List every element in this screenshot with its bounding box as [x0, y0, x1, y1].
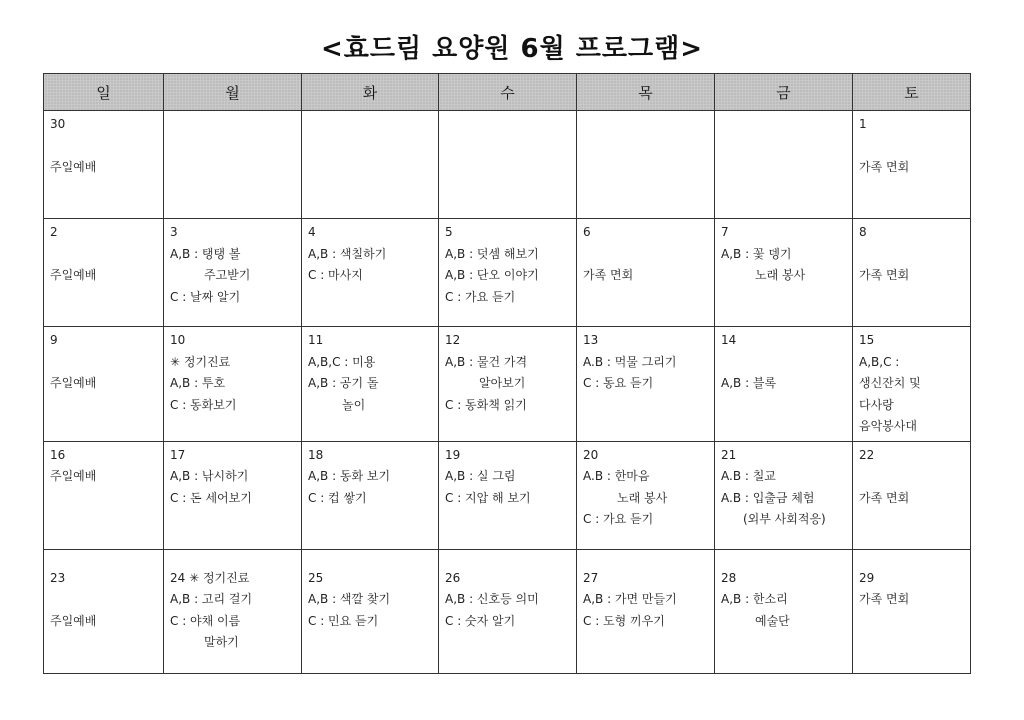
program-item: 말하기	[204, 635, 239, 649]
day-date: 27	[583, 570, 599, 585]
day-cell	[577, 549, 715, 673]
day-cell	[577, 327, 715, 442]
day-date: 29	[859, 570, 875, 585]
program-item: C : 돈 세어보기	[170, 490, 252, 505]
day-cell	[439, 219, 577, 327]
weekday-thu: 목	[577, 74, 715, 111]
day-date: 10	[170, 333, 186, 347]
program-item: A,B : 신호등 의미	[445, 592, 539, 606]
week-row	[44, 219, 971, 327]
program-item: 놀이	[342, 397, 366, 412]
day-cell	[853, 219, 971, 327]
program-item: 주일예배	[50, 376, 97, 390]
program-item: 가족 면회	[583, 268, 634, 282]
program-item: A,B : 블록	[721, 376, 777, 390]
weekday-sun: 일	[44, 74, 164, 111]
program-item: (외부 사회적응)	[743, 512, 826, 526]
day-cell	[439, 441, 577, 549]
day-cell	[715, 549, 853, 673]
day-date: 30	[50, 117, 66, 131]
program-item: A,B : 색깔 찾기	[308, 592, 391, 606]
day-cell	[44, 441, 164, 549]
program-item: C : 민요 듣기	[308, 613, 379, 628]
day-cell	[164, 327, 302, 442]
program-item: C : 동화책 읽기	[445, 397, 527, 412]
day-date: 9	[50, 333, 58, 347]
program-item: 가족 면회	[859, 160, 910, 174]
program-item: A,B : 동화 보기	[308, 469, 391, 483]
program-item: A,B : 고리 걸기	[170, 592, 253, 606]
day-cell	[44, 219, 164, 327]
program-item: A,B : 단오 이야기	[445, 268, 539, 282]
program-item: A,B : 실 그림	[445, 469, 516, 483]
day-cell	[302, 219, 439, 327]
program-item: A,B : 공기 돌	[308, 376, 379, 390]
program-item: 음악봉사대	[859, 419, 917, 433]
program-item: A,B : 투호	[170, 376, 226, 390]
day-cell	[853, 441, 971, 549]
day-cell	[164, 219, 302, 327]
week-row	[44, 441, 971, 549]
program-item: A,B,C :	[859, 354, 900, 369]
program-item: 알아보기	[479, 376, 526, 390]
day-cell	[302, 441, 439, 549]
day-date: 26	[445, 570, 461, 585]
program-item: C : 동요 듣기	[583, 376, 654, 390]
program-item: A,B : 가면 만들기	[583, 592, 677, 606]
day-date: 2	[50, 225, 58, 239]
program-item: C : 마사지	[308, 268, 363, 282]
program-item: C : 가요 듣기	[583, 512, 654, 526]
program-item: C : 컵 쌓기	[308, 490, 367, 505]
program-item: 노래 봉사	[617, 490, 668, 505]
program-item: A,B : 물건 가격	[445, 354, 528, 369]
program-item: C : 숫자 알기	[445, 613, 516, 628]
day-cell	[853, 327, 971, 442]
program-item: C : 날짜 알기	[170, 289, 241, 304]
day-cell	[44, 327, 164, 442]
program-item: A.B : 입출금 체험	[721, 490, 815, 505]
day-date: 23	[50, 570, 66, 585]
day-cell	[44, 549, 164, 673]
day-cell	[164, 441, 302, 549]
program-item: A,B,C : 미용	[308, 354, 376, 369]
day-cell	[715, 441, 853, 549]
weekday-header-row	[44, 74, 971, 111]
program-item: C : 가요 듣기	[445, 289, 516, 304]
day-date: 13	[583, 333, 599, 347]
program-item: C : 야채 이름	[170, 613, 241, 628]
day-cell	[577, 111, 715, 219]
program-item: C : 도형 끼우기	[583, 613, 665, 628]
day-date: 3	[170, 225, 178, 239]
program-item: A,B : 탱탱 볼	[170, 246, 241, 261]
weekday-sat: 토	[853, 74, 971, 111]
program-item: A.B : 칠교	[721, 469, 776, 483]
day-cell	[715, 327, 853, 442]
program-item: 주고받기	[204, 268, 251, 282]
day-date: 14	[721, 333, 737, 347]
day-cell	[439, 549, 577, 673]
day-date: 5	[445, 225, 453, 239]
program-item: A.B : 먹물 그리기	[583, 354, 677, 369]
day-date: 16	[50, 447, 66, 462]
program-item: A,B : 한소리	[721, 592, 788, 606]
day-cell	[715, 111, 853, 219]
program-item: 다사랑	[859, 397, 894, 412]
day-date: 25	[308, 570, 324, 585]
program-item: 주일예배	[50, 613, 97, 628]
program-item: 가족 면회	[859, 592, 910, 606]
day-cell	[577, 441, 715, 549]
program-item: 생신잔치 및	[859, 376, 921, 390]
day-date: 12	[445, 333, 461, 347]
program-item: C : 지압 해 보기	[445, 490, 531, 505]
program-item: 주일예배	[50, 268, 97, 282]
day-date: 24 ✳ 정기진료	[170, 570, 250, 585]
day-cell	[164, 549, 302, 673]
program-item: A.B : 한마음	[583, 469, 650, 483]
day-cell	[302, 111, 439, 219]
program-item: ✳ 정기진료	[170, 354, 231, 369]
program-item: 주일예배	[50, 160, 97, 174]
day-cell	[44, 111, 164, 219]
day-cell	[715, 219, 853, 327]
week-row	[44, 549, 971, 673]
program-item: A,B : 색칠하기	[308, 246, 387, 261]
day-cell	[164, 111, 302, 219]
day-date: 11	[308, 333, 324, 347]
program-item: A,B : 낚시하기	[170, 469, 249, 483]
day-date: 20	[583, 447, 599, 462]
weekday-wed: 수	[439, 74, 577, 111]
program-item: 가족 면회	[859, 490, 910, 505]
day-date: 28	[721, 570, 737, 585]
day-date: 4	[308, 225, 316, 239]
day-date: 22	[859, 447, 875, 462]
day-cell	[302, 327, 439, 442]
day-cell	[853, 549, 971, 673]
program-item: 가족 면회	[859, 268, 910, 282]
day-date: 7	[721, 225, 729, 239]
program-item: 예술단	[755, 613, 790, 628]
day-cell	[439, 111, 577, 219]
day-date: 17	[170, 447, 186, 462]
day-cell	[577, 219, 715, 327]
program-item: C : 동화보기	[170, 397, 237, 412]
day-cell	[302, 549, 439, 673]
program-item: 주일예배	[50, 469, 97, 483]
week-row	[44, 111, 971, 219]
day-date: 19	[445, 447, 461, 462]
program-calendar	[43, 73, 971, 674]
weekday-fri: 금	[715, 74, 853, 111]
page-title: <효드림 요양원 6월 프로그램>	[320, 34, 704, 64]
program-item: A,B : 꽃 뎅기	[721, 246, 792, 261]
week-row	[44, 327, 971, 442]
day-date: 15	[859, 333, 875, 347]
weekday-tue: 화	[302, 74, 439, 111]
day-cell	[439, 327, 577, 442]
weekday-mon: 월	[164, 74, 302, 111]
day-date: 21	[721, 447, 737, 462]
program-item: 노래 봉사	[755, 268, 806, 282]
day-date: 6	[583, 225, 591, 239]
day-date: 8	[859, 225, 867, 239]
program-item: A,B : 덧셈 해보기	[445, 246, 539, 261]
day-date: 18	[308, 447, 324, 462]
day-date: 1	[859, 117, 867, 131]
day-cell	[853, 111, 971, 219]
